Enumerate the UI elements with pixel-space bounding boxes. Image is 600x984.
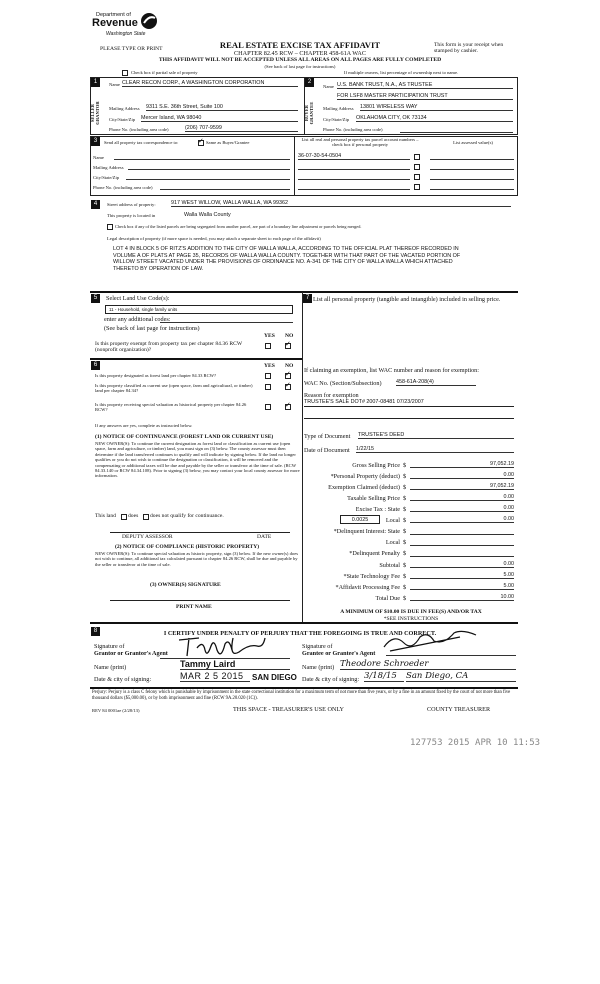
assessed-value-2[interactable] xyxy=(430,163,514,170)
forest-no-checkbox[interactable] xyxy=(285,373,291,379)
county-treasurer-label: COUNTY TREASURER xyxy=(427,706,491,713)
gross-price-label: Gross Selling Price xyxy=(352,462,400,469)
section-1-number: 1 xyxy=(91,78,100,87)
doc-type-label: Type of Document xyxy=(304,433,351,440)
grantor-city[interactable]: SAN DIEGO xyxy=(252,673,297,682)
property-county: Walla Walla County xyxy=(184,212,231,218)
buyer-mail[interactable]: 13801 WIRELESS WAY xyxy=(360,104,513,111)
dollar-sign: $ xyxy=(403,506,407,513)
s3-phone-label: Phone No. (including area code) xyxy=(93,185,153,190)
dollar-sign: $ xyxy=(403,562,407,569)
buyer-city-label: City/State/Zip xyxy=(323,117,350,122)
section-6-number: 6 xyxy=(91,361,100,370)
parcel-4-personal-checkbox[interactable] xyxy=(414,184,420,190)
current-use-yes-checkbox[interactable] xyxy=(265,384,271,390)
grantor-date[interactable]: MAR 2 5 2015 xyxy=(180,671,250,682)
additional-codes-label: enter any additional codes: xyxy=(104,316,171,323)
print-name-label: PRINT NAME xyxy=(176,604,212,610)
technology-fee-value[interactable]: 5.00 xyxy=(410,572,514,579)
parcel-1-personal-checkbox[interactable] xyxy=(414,154,420,160)
excise-state-label: Excise Tax : State xyxy=(355,506,400,513)
delinquent-interest-local-label: Local xyxy=(385,539,400,546)
revision-number: REV 84 0001ae (2/28/13) xyxy=(92,708,140,713)
grantee-signature[interactable] xyxy=(380,629,480,655)
land-use-label: Select Land Use Code(s): xyxy=(106,295,170,302)
located-label: This property is located in xyxy=(107,213,156,218)
minimum-due: A MINIMUM OF $10.00 IS DUE IN FEE(S) AND/OR TAX xyxy=(340,609,482,615)
s3-city-label: City/State/Zip xyxy=(93,175,120,180)
parcel-number-3[interactable] xyxy=(298,173,410,180)
seller-name-label: Name xyxy=(109,82,120,87)
legal-description: LOT 4 IN BLOCK 5 OF RITZ'S ADDITION TO THE CITY OF WALLA WALLA, ACCORDING TO THE OFFICIAL PLAT THEREOF RECORDED IN VOLUME A OF PLATS AT PAGE 35, RECORDS OF WALLA WALLA COUNTY. TOGETHER WITH THAT PART OF THE VACATED PORTION OF WILLOW STREET VACATED UNDER THE PROVISIONS OF ORDINANCE NO. A-341 OF THE CITY OF WALLA WALLA WHICH ATTACHED THERETO BY OPERATION OF LAW. xyxy=(113,246,461,272)
forest-yes-checkbox[interactable] xyxy=(265,373,271,379)
wac-label: WAC No. (Section/Subsection) xyxy=(304,380,382,387)
agency-line2: Revenue xyxy=(92,17,138,29)
grantee-date-label: Date & city of signing: xyxy=(302,676,360,683)
grantee-date[interactable]: 3/18/15 xyxy=(364,671,404,682)
form-warning: THIS AFFIDAVIT WILL NOT BE ACCEPTED UNLESS ALL AREAS ON ALL PAGES ARE FULLY COMPLETED xyxy=(158,57,442,63)
property-street[interactable]: 917 WEST WILLOW, WALLA WALLA, WA 99362 xyxy=(171,200,511,207)
exemption-claimed-label: Exemption Claimed (deduct) xyxy=(328,484,400,491)
does-not-label: does not qualify for continuance. xyxy=(150,513,224,519)
land-use-code[interactable]: 11 - Household, single family units xyxy=(105,305,293,314)
technology-fee-label: *State Technology Fee xyxy=(343,573,400,580)
delinquent-interest-state-value[interactable] xyxy=(410,527,514,535)
dollar-sign: $ xyxy=(403,573,407,580)
grantor-name[interactable]: Tammy Laird xyxy=(180,659,290,670)
subtotal-label: Subtotal xyxy=(379,562,400,569)
partial-sale-checkbox[interactable] xyxy=(122,70,128,76)
parcel-number-1[interactable]: 36-07-30-54-0504 xyxy=(298,153,410,160)
see-instructions: *SEE INSTRUCTIONS xyxy=(383,616,439,622)
current-use-no-checkbox[interactable] xyxy=(285,384,291,390)
treasurer-use-label: THIS SPACE - TREASURER'S USE ONLY xyxy=(233,706,345,713)
owner-signature-label: (3) OWNER(S) SIGNATURE xyxy=(150,582,221,588)
receipt-stamp: 127753 2015 APR 10 11:53 xyxy=(410,738,541,748)
does-checkbox[interactable] xyxy=(121,514,127,520)
agency-line3: Washington State xyxy=(106,31,146,37)
processing-fee-value[interactable]: 5.00 xyxy=(410,583,514,590)
delinquent-penalty-value[interactable] xyxy=(410,549,514,557)
total-due-label: Total Due xyxy=(375,595,400,602)
seller-label: SELLER GRANTOR xyxy=(89,101,100,125)
doc-date[interactable]: 1/22/15 xyxy=(356,446,514,453)
parcel-3-personal-checkbox[interactable] xyxy=(414,174,420,180)
seller-phone[interactable]: (206) 707-9599 xyxy=(185,125,298,132)
notice1-title: (1) NOTICE OF CONTINUANCE (FOREST LAND OR CURRENT USE) xyxy=(95,434,274,440)
doc-date-label: Date of Document xyxy=(304,447,350,454)
agency-logo-icon xyxy=(140,12,160,30)
grantor-sig-label-2: Grantor or Grantor's Agent xyxy=(94,650,168,657)
s5-see-back: (See back of last page for instructions) xyxy=(104,325,200,332)
wac-number[interactable]: 458-61A-208(4) xyxy=(396,379,476,386)
perjury-statement: Perjury: Perjury is a class C felony which is punishable by imprisonment in the state correctional institution for a maximum term of not more than five years, or by a fine in an amount fixed by the court of not more than five thousand dollars ($5,000.00), or by both imprisonment and fine (RCW 9A.20.020 (1C)). xyxy=(92,690,511,701)
buyer-label: BUYER GRANTEE xyxy=(303,101,314,125)
this-land-label: This land xyxy=(95,513,116,519)
if-any-yes: If any answers are yes, complete as instructed below. xyxy=(95,423,193,428)
section-4-number: 4 xyxy=(91,200,100,209)
s3-mailing-label: Mailing Address xyxy=(93,165,124,170)
grantor-sig-label: Signature of xyxy=(94,643,125,650)
excise-state-value[interactable]: 0.00 xyxy=(410,505,514,512)
excise-local-label: Local xyxy=(385,517,400,524)
buyer-name-label: Name xyxy=(323,84,334,89)
assessed-value-3[interactable] xyxy=(430,173,514,180)
current-use-question: Is this property classified as current use (open space, farm and agricultural, or timber) land per chapter 84.34? xyxy=(95,383,253,394)
forest-question: Is this property designated as forest land per chapter 84.33 RCW? xyxy=(95,373,217,378)
receipt-note: This form is your receipt when stamped by cashier. xyxy=(434,42,504,55)
seller-mail[interactable]: 9311 S.E. 36th Street, Suite 100 xyxy=(146,104,298,111)
grantee-city[interactable]: San Diego, CA xyxy=(406,671,516,682)
dollar-sign: $ xyxy=(403,584,407,591)
grantor-signature[interactable] xyxy=(175,634,270,660)
list-personal-label: List all personal property (tangible and intangible) included in selling price. xyxy=(313,296,501,303)
dollar-sign: $ xyxy=(403,462,407,469)
seller-phone-label: Phone No. (including area code) xyxy=(109,127,169,132)
section-2-number: 2 xyxy=(305,78,314,87)
multiple-owners-note: If multiple owners, list percentage of ownership next to name. xyxy=(344,70,459,75)
doc-type[interactable]: TRUSTEE'S DEED xyxy=(358,432,514,439)
total-due-value[interactable]: 10.00 xyxy=(410,594,514,601)
section-8-number: 8 xyxy=(91,627,100,636)
notice1-text: NEW OWNER(S): To continue the current designation as forest land or classification as current use (open space, farm and agriculture, or timber) land, you must sign on (3) below. The county assessor must then determine if the land transferred continues to qualify and will indicate by signing below. If the land no longer qualifies or you do not wish to continue the designation or classification, it will be removed and the compensating or additional taxes will be due and payable by the seller or transferor at the time of sale. (RCW 84.33.140 or RCW 84.34.108). Prior to signing (3) below, you may contact your local county assessor for more information. xyxy=(95,441,300,479)
historic-question: Is this property receiving special valuation as historical property per chapter 84.26 RCW? xyxy=(95,402,247,413)
grantor-date-label: Date & city of signing: xyxy=(94,676,152,683)
agency-logo xyxy=(92,12,172,42)
same-as-buyer-checkbox[interactable] xyxy=(198,140,204,146)
s3-name-label: Name xyxy=(93,155,104,160)
personal-property-value[interactable]: 0.00 xyxy=(410,472,514,479)
dollar-sign: $ xyxy=(403,528,407,535)
same-as-buyer-label: Same as Buyer/Grantee xyxy=(206,140,250,145)
buyer-city[interactable]: OKLAHOMA CITY, OK 73134 xyxy=(356,115,513,122)
section-5-number: 5 xyxy=(91,294,100,303)
deputy-date-label: DATE xyxy=(257,534,272,540)
dollar-sign: $ xyxy=(403,473,407,480)
buyer-mail-label: Mailing Address xyxy=(323,106,354,111)
section-3-number: 3 xyxy=(91,137,100,146)
assessed-value-4[interactable] xyxy=(430,183,514,190)
exempt-no-checkbox[interactable] xyxy=(285,343,291,349)
s6-no-header: NO xyxy=(285,363,294,369)
dollar-sign: $ xyxy=(403,539,407,546)
historic-yes-checkbox[interactable] xyxy=(265,404,271,410)
notice2-text: NEW OWNER(S): To continue special valuation as historic property, sign (3) below. If the new owner(s) does not wish to continue, all additional tax calculated pursuant to chapter 84.26 RCW, shall be due and payable by the seller or transferor at the time of sale. xyxy=(95,551,299,567)
additional-codes-field[interactable] xyxy=(160,315,293,323)
dollar-sign: $ xyxy=(403,484,407,491)
s6-yes-header: YES xyxy=(264,363,275,369)
street-label: Street address of property: xyxy=(107,202,156,207)
reason-label: Reason for exemption xyxy=(304,392,359,399)
exemption-claimed-value[interactable]: 97,052.19 xyxy=(410,483,514,490)
s5-yes-header: YES xyxy=(264,333,275,339)
taxable-price-value[interactable]: 0.00 xyxy=(410,494,514,501)
delinquent-interest-state-label: *Delinquent Interest: State xyxy=(333,528,400,535)
historic-no-checkbox[interactable] xyxy=(285,404,291,410)
dollar-sign: $ xyxy=(403,595,407,602)
please-type: PLEASE TYPE OR PRINT xyxy=(100,46,163,52)
buyer-name-2[interactable]: FOR LSF8 MASTER PARTICIPATION TRUST xyxy=(337,93,513,100)
local-rate[interactable]: 0.0025 xyxy=(340,515,380,524)
buyer-phone-label: Phone No. (including area code) xyxy=(323,127,383,132)
deputy-assessor-label: DEPUTY ASSESSOR xyxy=(122,534,173,540)
grantee-name[interactable]: Theodore Schroeder xyxy=(340,659,516,670)
does-not-checkbox[interactable] xyxy=(143,514,149,520)
parcel-number-4[interactable] xyxy=(298,183,410,190)
buyer-phone[interactable] xyxy=(400,125,513,133)
subtotal-value[interactable]: 0.00 xyxy=(410,561,514,568)
parcel-number-2[interactable] xyxy=(298,163,410,170)
seller-city-label: City/State/Zip xyxy=(109,117,136,122)
s5-no-header: NO xyxy=(285,333,294,339)
s3-phone-field[interactable] xyxy=(160,183,290,190)
buyer-name-1[interactable]: U.S. BANK TRUST, N.A., AS TRUSTEE xyxy=(337,82,513,89)
agency-line1: Department of xyxy=(96,12,131,18)
dollar-sign: $ xyxy=(403,517,407,524)
excise-local-value[interactable]: 0.00 xyxy=(410,516,514,523)
form-see-back: (See back of last page for instructions) xyxy=(264,64,336,69)
claim-exemption-label: If claiming an exemption, list WAC number and reason for exemption: xyxy=(304,367,479,374)
processing-fee-label: *Affidavit Processing Fee xyxy=(335,584,400,591)
exempt-yes-checkbox[interactable] xyxy=(265,343,271,349)
delinquent-interest-local-value[interactable] xyxy=(410,538,514,546)
s3-city-field[interactable] xyxy=(126,173,290,180)
partial-sale-label: Check box if partial sale of property xyxy=(131,70,198,75)
legal-label: Legal description of property (if more space is needed, you may attach a separate sheet to each page of the affidavit) xyxy=(107,236,321,241)
section-7-number: 7 xyxy=(303,294,312,303)
grantee-sig-label-2: Grantee or Grantee's Agent xyxy=(302,650,376,657)
grantee-sig-label: Signature of xyxy=(302,643,333,650)
segregated-checkbox[interactable] xyxy=(107,224,113,230)
form-subtitle: CHAPTER 82.45 RCW – CHAPTER 458-61A WAC xyxy=(234,50,366,57)
parcel-2-personal-checkbox[interactable] xyxy=(414,164,420,170)
exempt-question: Is this property exempt from property tax per chapter 84.36 RCW (nonprofit organization)? xyxy=(95,341,243,354)
grantor-name-label: Name (print) xyxy=(94,664,127,671)
personal-property-label: *Personal Property (deduct) xyxy=(330,473,400,480)
seller-name[interactable]: CLEAR RECON CORP., A WASHINGTON CORPORATION xyxy=(122,80,298,87)
certify-statement: I CERTIFY UNDER PENALTY OF PERJURY THAT THE FOREGOING IS TRUE AND CORRECT. xyxy=(163,630,437,637)
delinquent-penalty-label: *Delinquent Penalty xyxy=(349,550,400,557)
send-to-label: Send all property tax correspondence to: xyxy=(104,140,179,145)
s3-mailing-field[interactable] xyxy=(128,163,290,170)
grantee-name-label: Name (print) xyxy=(302,664,335,671)
segregated-label: Check box if any of the listed parcels are being segregated from another parcel, are part of a boundary line adjustment or parcels being merged. xyxy=(115,224,362,229)
dollar-sign: $ xyxy=(403,495,407,502)
dollar-sign: $ xyxy=(403,550,407,557)
form-title: REAL ESTATE EXCISE TAX AFFIDAVIT xyxy=(219,40,381,50)
seller-city[interactable]: Mercer Island, WA 98040 xyxy=(141,115,298,122)
gross-price-value[interactable]: 97,052.19 xyxy=(410,461,514,468)
parcel-header: List all real and personal property tax parcel account numbers – check box if personal property xyxy=(301,137,419,148)
exemption-reason: TRUSTEE'S SALE DOT# 2007-08481 07/23/2007 xyxy=(304,399,424,405)
seller-mail-label: Mailing Address xyxy=(109,106,140,111)
does-label: does xyxy=(128,513,139,519)
notice2-title: (2) NOTICE OF COMPLIANCE (HISTORIC PROPERTY) xyxy=(115,544,260,550)
taxable-price-label: Taxable Selling Price xyxy=(347,495,400,502)
assessed-value-1[interactable] xyxy=(430,153,514,160)
assessed-header: List assessed value(s) xyxy=(453,140,493,145)
s3-name-field[interactable] xyxy=(114,153,290,160)
